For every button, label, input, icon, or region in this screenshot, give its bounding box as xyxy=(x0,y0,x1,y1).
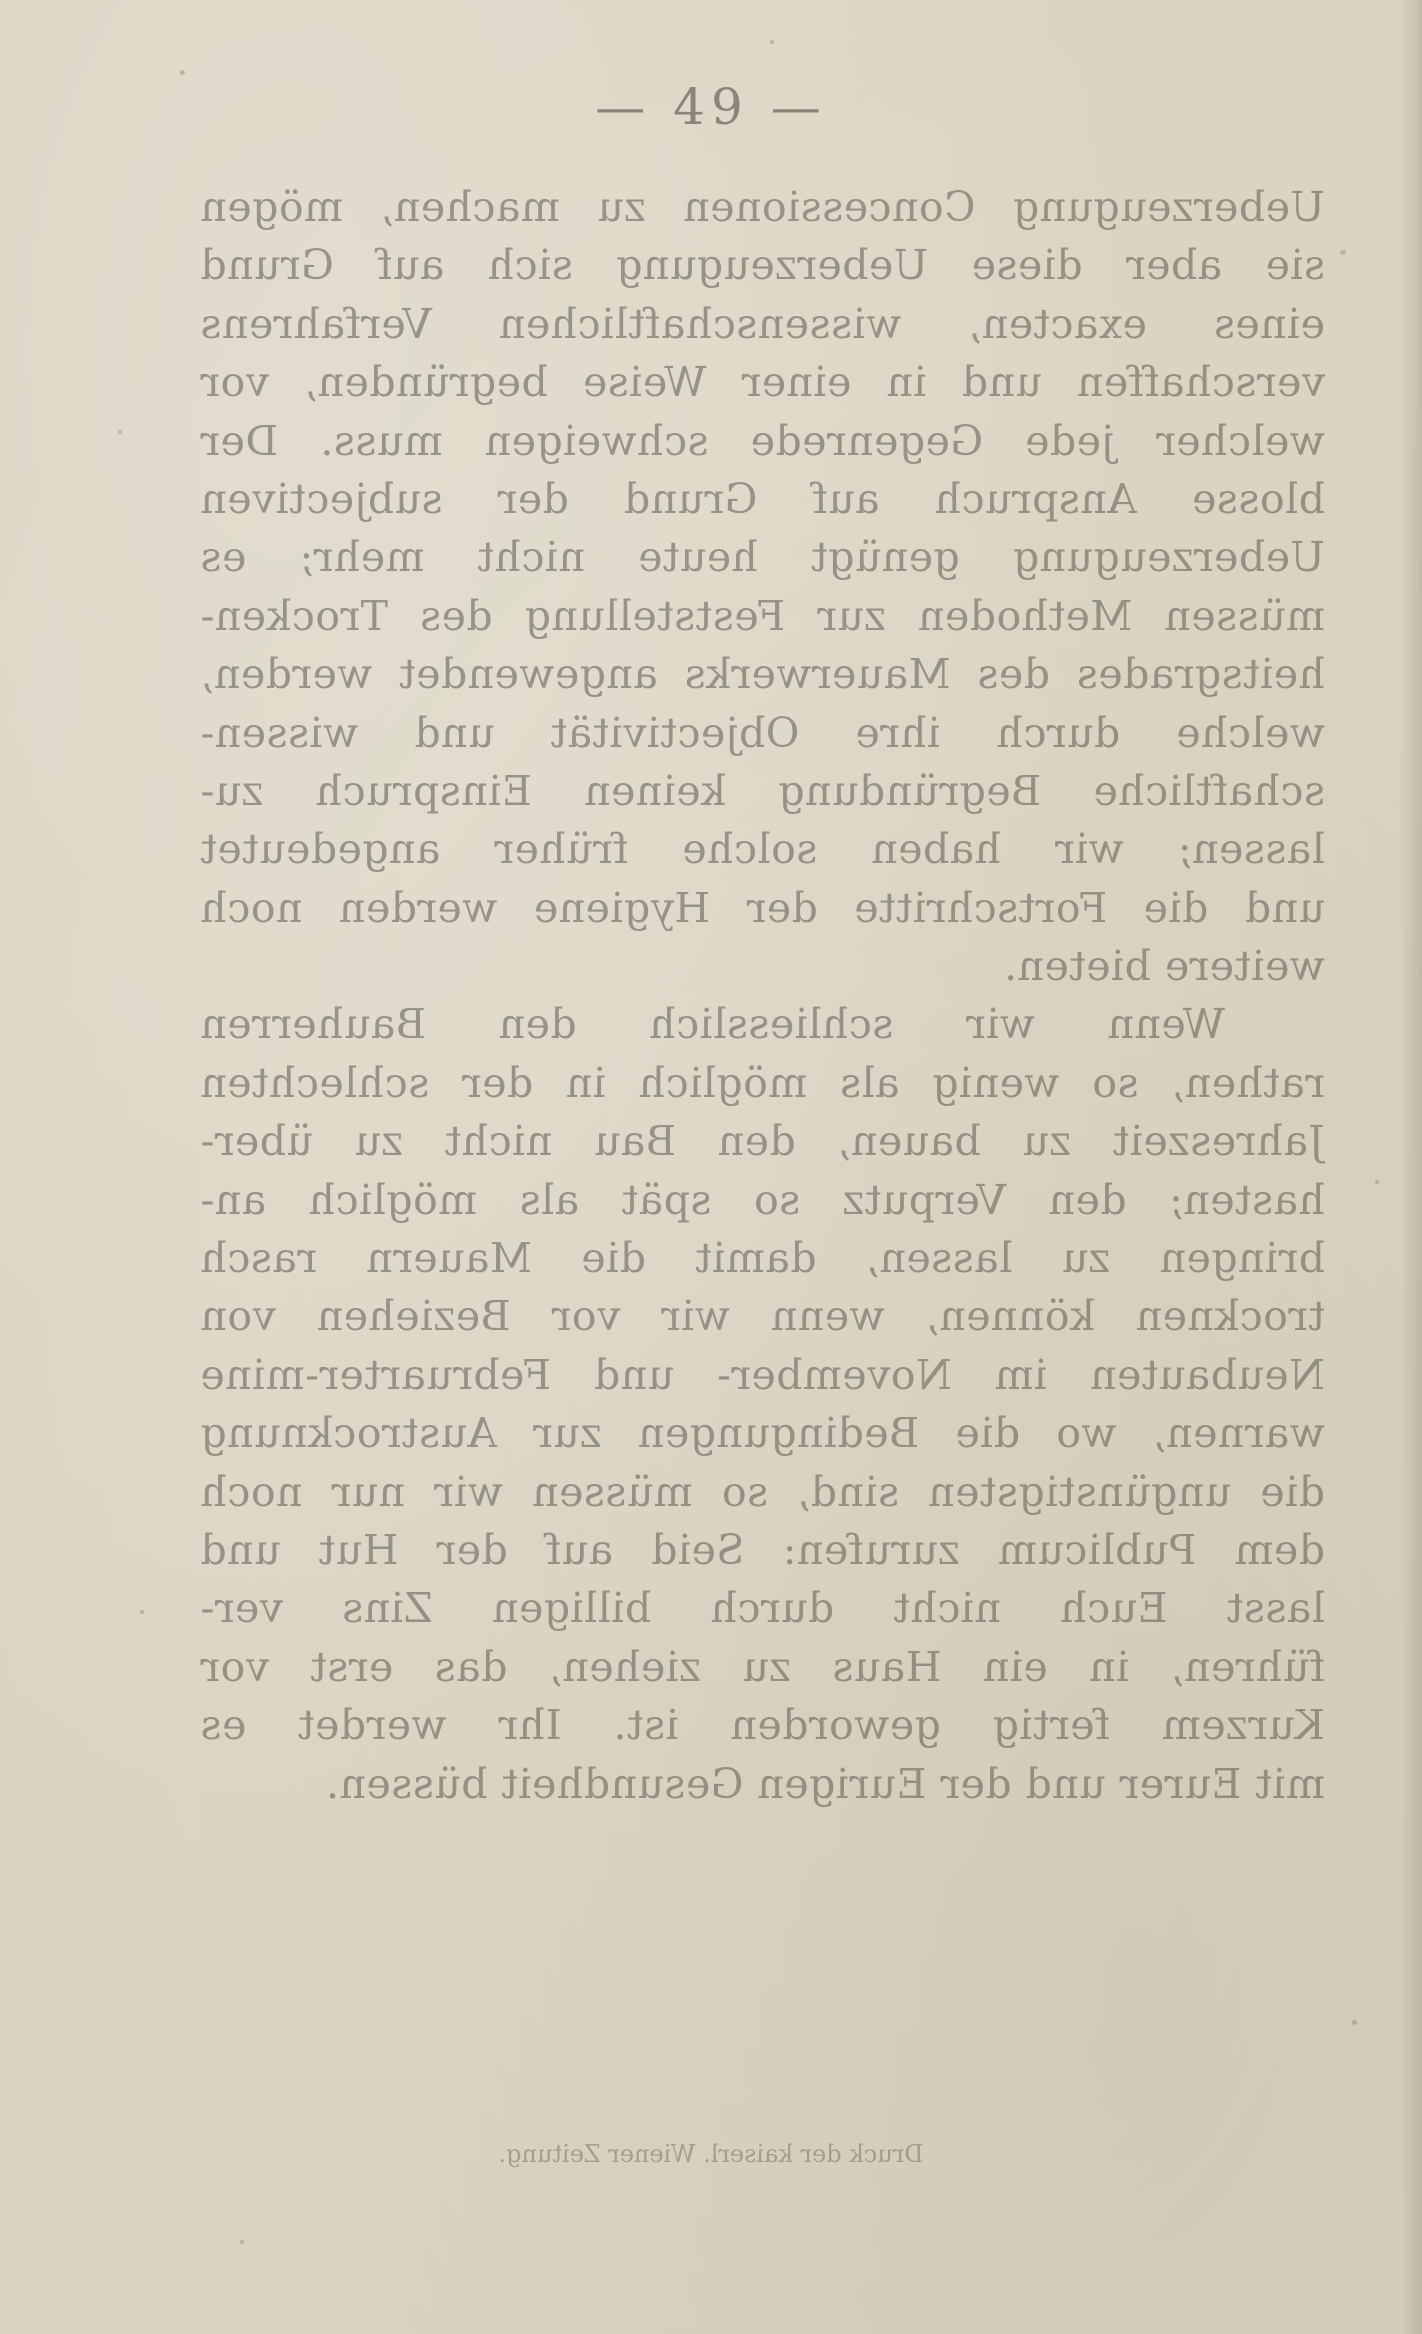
text-line: lasst Euch nicht durch billigen Zins ver- xyxy=(200,1584,1325,1633)
paper-speck xyxy=(118,430,122,434)
paper-speck xyxy=(1375,1180,1379,1184)
text-line: Kurzem fertig geworden ist. Ihr werdet es xyxy=(200,1701,1325,1750)
page-number: — 49 — xyxy=(595,78,827,136)
text-line: eines exacten, wissenschaftlichen Verfahrens xyxy=(200,299,1325,348)
paper-speck xyxy=(140,1610,144,1614)
text-line: warnen, wo die Bedingungen zur Austrocknung xyxy=(200,1409,1325,1458)
text-line: bringen zu lassen, damit die Mauern rasch xyxy=(200,1234,1325,1283)
text-line: hasten; den Verputz so spät als möglich an- xyxy=(200,1175,1325,1224)
paper-speck xyxy=(240,2240,244,2244)
text-line: verschaffen und in einer Weise begründen, vor xyxy=(200,358,1325,407)
text-line: mit Eurer und der Eurigen Gesundheit büssen. xyxy=(325,1759,1325,1808)
text-line: heitsgrades des Mauerwerks angewendet werden, xyxy=(200,650,1325,699)
text-line: und die Fortschritte der Hygiene werden noch xyxy=(200,883,1325,932)
text-line: trocknen können, wenn wir vor Beziehen von xyxy=(200,1292,1325,1341)
text-line: blosse Anspruch auf Grund der subjectiven xyxy=(200,474,1325,523)
text-line: weitere bieten. xyxy=(1003,942,1325,991)
paper-speck xyxy=(770,40,774,44)
text-line: sie aber diese Ueberzeugung sich auf Grund xyxy=(200,241,1325,290)
text-line: müssen Methoden zur Feststellung des Trocken- xyxy=(200,591,1325,640)
paper-speck xyxy=(180,70,185,75)
text-line: schaftliche Begründung keinen Einspruch zu- xyxy=(200,766,1325,815)
text-line: Jahreszeit zu bauen, den Bau nicht zu über- xyxy=(200,1117,1325,1166)
text-line: Ueberzeugung Concessionen zu machen, mögen xyxy=(200,183,1325,231)
printer-imprint: Druck der kaiserl. Wiener Zeitung. xyxy=(498,2140,924,2168)
paper-speck xyxy=(1352,2020,1357,2025)
text-line: welcher jede Gegenrede schweigen muss. Der xyxy=(200,416,1325,465)
text-line: welche durch ihre Objectivität und wissen- xyxy=(200,708,1325,757)
page-edge-shadow xyxy=(1400,0,1422,2334)
text-line: die ungünstigsten sind, so müssen wir nur noch xyxy=(200,1467,1325,1516)
paper-speck xyxy=(1340,250,1346,255)
text-line: Wenn wir schliesslich den Bauherren xyxy=(200,1000,1225,1049)
text-line: rathen, so wenig als möglich in der schlechten xyxy=(200,1058,1325,1107)
text-line: führen, in ein Haus zu ziehen, das erst vor xyxy=(200,1642,1325,1691)
text-line: Neubauten im November- und Februarter-mine xyxy=(200,1350,1325,1399)
bleed-through-text-block xyxy=(200,178,1325,1813)
text-line: lassen; wir haben solche früher angedeutet xyxy=(200,825,1325,874)
text-line: dem Publicum zurufen: Seid auf der Hut und xyxy=(200,1525,1325,1574)
text-line: Ueberzeugung genügt heute nicht mehr; es xyxy=(200,533,1325,582)
